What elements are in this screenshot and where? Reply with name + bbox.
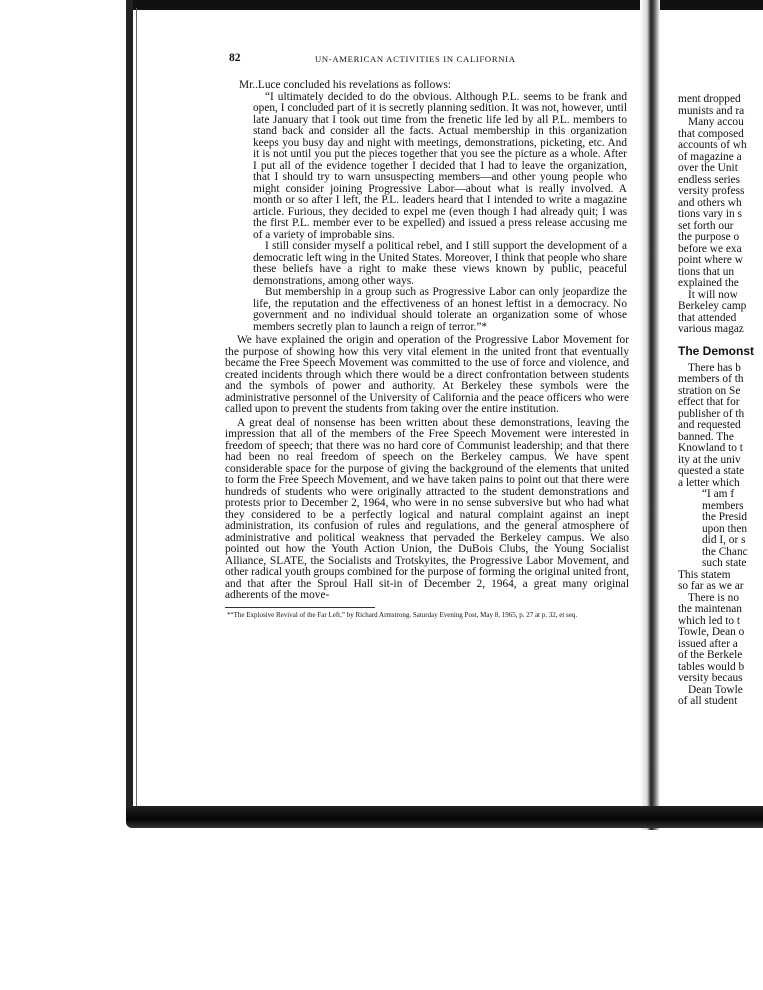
right-page-line: endless series [678, 173, 741, 186]
right-page-line: such state [702, 557, 747, 569]
quote-paragraph: I still consider myself a political rebel, and I still support the development of a democratic left wing in the United States. Moreover, I think that people who share these beliefs have a right to make these views known by public, peaceful demonstrations, among other ways. [253, 240, 627, 287]
intro-line: Mr..Luce concluded his revelations as follows: [239, 79, 452, 91]
right-page-line: over the Unit [678, 162, 738, 174]
right-page-line: and requested [678, 419, 741, 431]
page-edge-line [136, 8, 137, 808]
right-page [678, 94, 763, 708]
right-page-line: tions vary in s [678, 208, 742, 220]
right-page-line: effect that for [678, 396, 740, 408]
right-page-line: stration on Se [678, 384, 741, 397]
right-page-line: set forth our [678, 219, 734, 232]
right-page-text-top [678, 94, 763, 336]
body-paragraph: We have explained the origin and operation of the Progressive Labor Movement for the purpose of showing how this very vital element in the united front that eventually became the Free Speech Movement was committed to the use of force and violence, and created incidents through which there would be a direct confrontation between students and the symbols of power and authority. At Berkeley these symbols were the administrative personnel of the University of California and the peace officers who were called upon to prevent the students from taking over the entire institution. [225, 334, 629, 415]
right-page-line: munists and ra [678, 104, 745, 117]
right-page-line: of the Berkele [678, 649, 743, 661]
right-page-line: Many accou [688, 116, 744, 128]
right-page-line: which led to t [678, 614, 741, 627]
scan-left-edge [126, 0, 133, 810]
scan-top-edge [126, 0, 763, 10]
right-page-line: versity becaus [678, 672, 743, 684]
right-page-line: members of th [678, 373, 744, 385]
quote-paragraph: But membership in a group such as Progressive Labor can only jeopardize the life, the reputation and the effectiveness of an honest leftist in a democracy. No government and no individual should tolerate an organization some of whose members secretly plan to launch a reign of terror.”* [253, 286, 627, 333]
right-page-line: that composed [678, 127, 744, 140]
right-page-line: a letter which [678, 476, 740, 489]
right-page-line: before we exa [678, 242, 742, 255]
section-heading: The Demonst [678, 343, 755, 358]
right-page-line: “I am f [702, 488, 735, 500]
right-page-line: Dean Towle [688, 683, 743, 696]
right-page-line: members [702, 499, 744, 512]
right-page-line: quested a state [678, 465, 745, 477]
right-page-line: Towle, Dean o [678, 626, 745, 638]
right-page-line: Knowland to t [678, 442, 743, 454]
right-page-line: versity profess [678, 185, 745, 197]
right-page-line: that attended [678, 311, 737, 324]
right-page-line: ity at the univ [678, 453, 741, 466]
right-page-line: This statem [678, 568, 731, 581]
right-page-line: of magazine a [678, 150, 742, 163]
running-head-title: UN-AMERICAN ACTIVITIES IN CALIFORNIA [315, 54, 516, 64]
scan-bottom-edge [126, 806, 763, 828]
right-page-line: Berkeley camp [678, 300, 747, 312]
right-page-line: the purpose o [678, 231, 740, 243]
running-head [225, 52, 629, 68]
right-page-line: various magaz [678, 323, 744, 335]
right-page-line: the Presid [702, 511, 748, 523]
right-page-line: accounts of wh [678, 139, 747, 151]
right-page-line: There is no [688, 591, 740, 604]
right-page-line: the Chanc [702, 545, 748, 558]
right-page-line: ment dropped [678, 94, 741, 105]
quote-paragraph: “I ultimately decided to do the obvious. Although P.L. seems to be frank and open, I concluded part of it is secretly planning sedition. It was not, however, until late January that I took out time from the frenetic life led by all P.L. members to stand back and consider all the facts. Actual membership in this organization keeps you busy day and night with meetings, demonstrations, picketing, etc. And it is not until you put the pieces together that you see the picture as a whole. After I put all of the evidence together I decided that I had to leave the organization, that I should try to warn unsuspecting members—and other young people who might consider joining Progressive Labor—about what is really involved. A month or so after I left, the P.L. leaders heard that I intended to write a magazine article. Furious, they decided to expel me (even though I had already quit; I was the first P.L. member ever to be expelled) and issued a press release accusing me of a variety of improbable sins. [253, 90, 627, 241]
body-paragraph: A great deal of nonsense has been written about these demonstrations, leaving the impression that all of the members of the Free Speech Movement were interested in freedom of speech; that there was no hard core of Communist leadership; and that there had been no real freedom of speech on the Berkeley campus. We have spent considerable space for the purpose of giving the background of the elements that united to form the Free Speech Movement, and we have taken pains to point out that there were hundreds of students who were originally attracted to the student demonstrations and protests prior to December 2, 1964, who were in no sense subversive but who had what they considered to be a perfectly logical and natural complaint against an inept administration, its confusion of rules and regulations, and the general atmosphere of administrative and political weakness that pervaded the Berkeley campus. We also pointed out how the Youth Action Union, the DuBois Clubs, the Young Socialist Alliance, SLATE, the Socialists and Trotskyites, the Progressive Labor Movement, and other radical youth groups combined for the purpose of forming the original united front, and that after the Sproul Hall sit-in of December 2, 1964, a great many original adherents of the move- [225, 416, 629, 601]
right-page-line: so far as we ar [678, 580, 744, 592]
right-page-line: tions that un [678, 265, 735, 278]
right-page-line: did I, or s [702, 534, 746, 546]
left-page [225, 52, 629, 619]
right-page-line: and others wh [678, 196, 742, 209]
right-page-line: publisher of th [678, 407, 745, 420]
right-page-line: issued after a [678, 637, 738, 650]
right-page-clip [670, 0, 763, 990]
right-page-line: of all student [678, 695, 738, 707]
page-number: 82 [229, 52, 241, 64]
right-page-line: banned. The [678, 430, 734, 443]
right-page-text-bottom [678, 363, 763, 708]
book-gutter [640, 0, 660, 830]
right-page-line: explained the [678, 277, 739, 289]
right-page-line: upon then [702, 522, 748, 535]
right-page-line: the maintenan [678, 603, 742, 615]
right-page-line: tables would b [678, 660, 745, 673]
right-page-line: There has b [688, 361, 741, 374]
right-page-line: point where w [678, 254, 743, 266]
footnote-rule [225, 607, 375, 608]
right-page-line: It will now [688, 288, 738, 301]
footnote: *“The Explosive Revival of the Far Left,” by Richard Armstrong. Saturday Evening Post, May 8, 1965, p. 27 at p. 32, et seq. [227, 610, 578, 619]
